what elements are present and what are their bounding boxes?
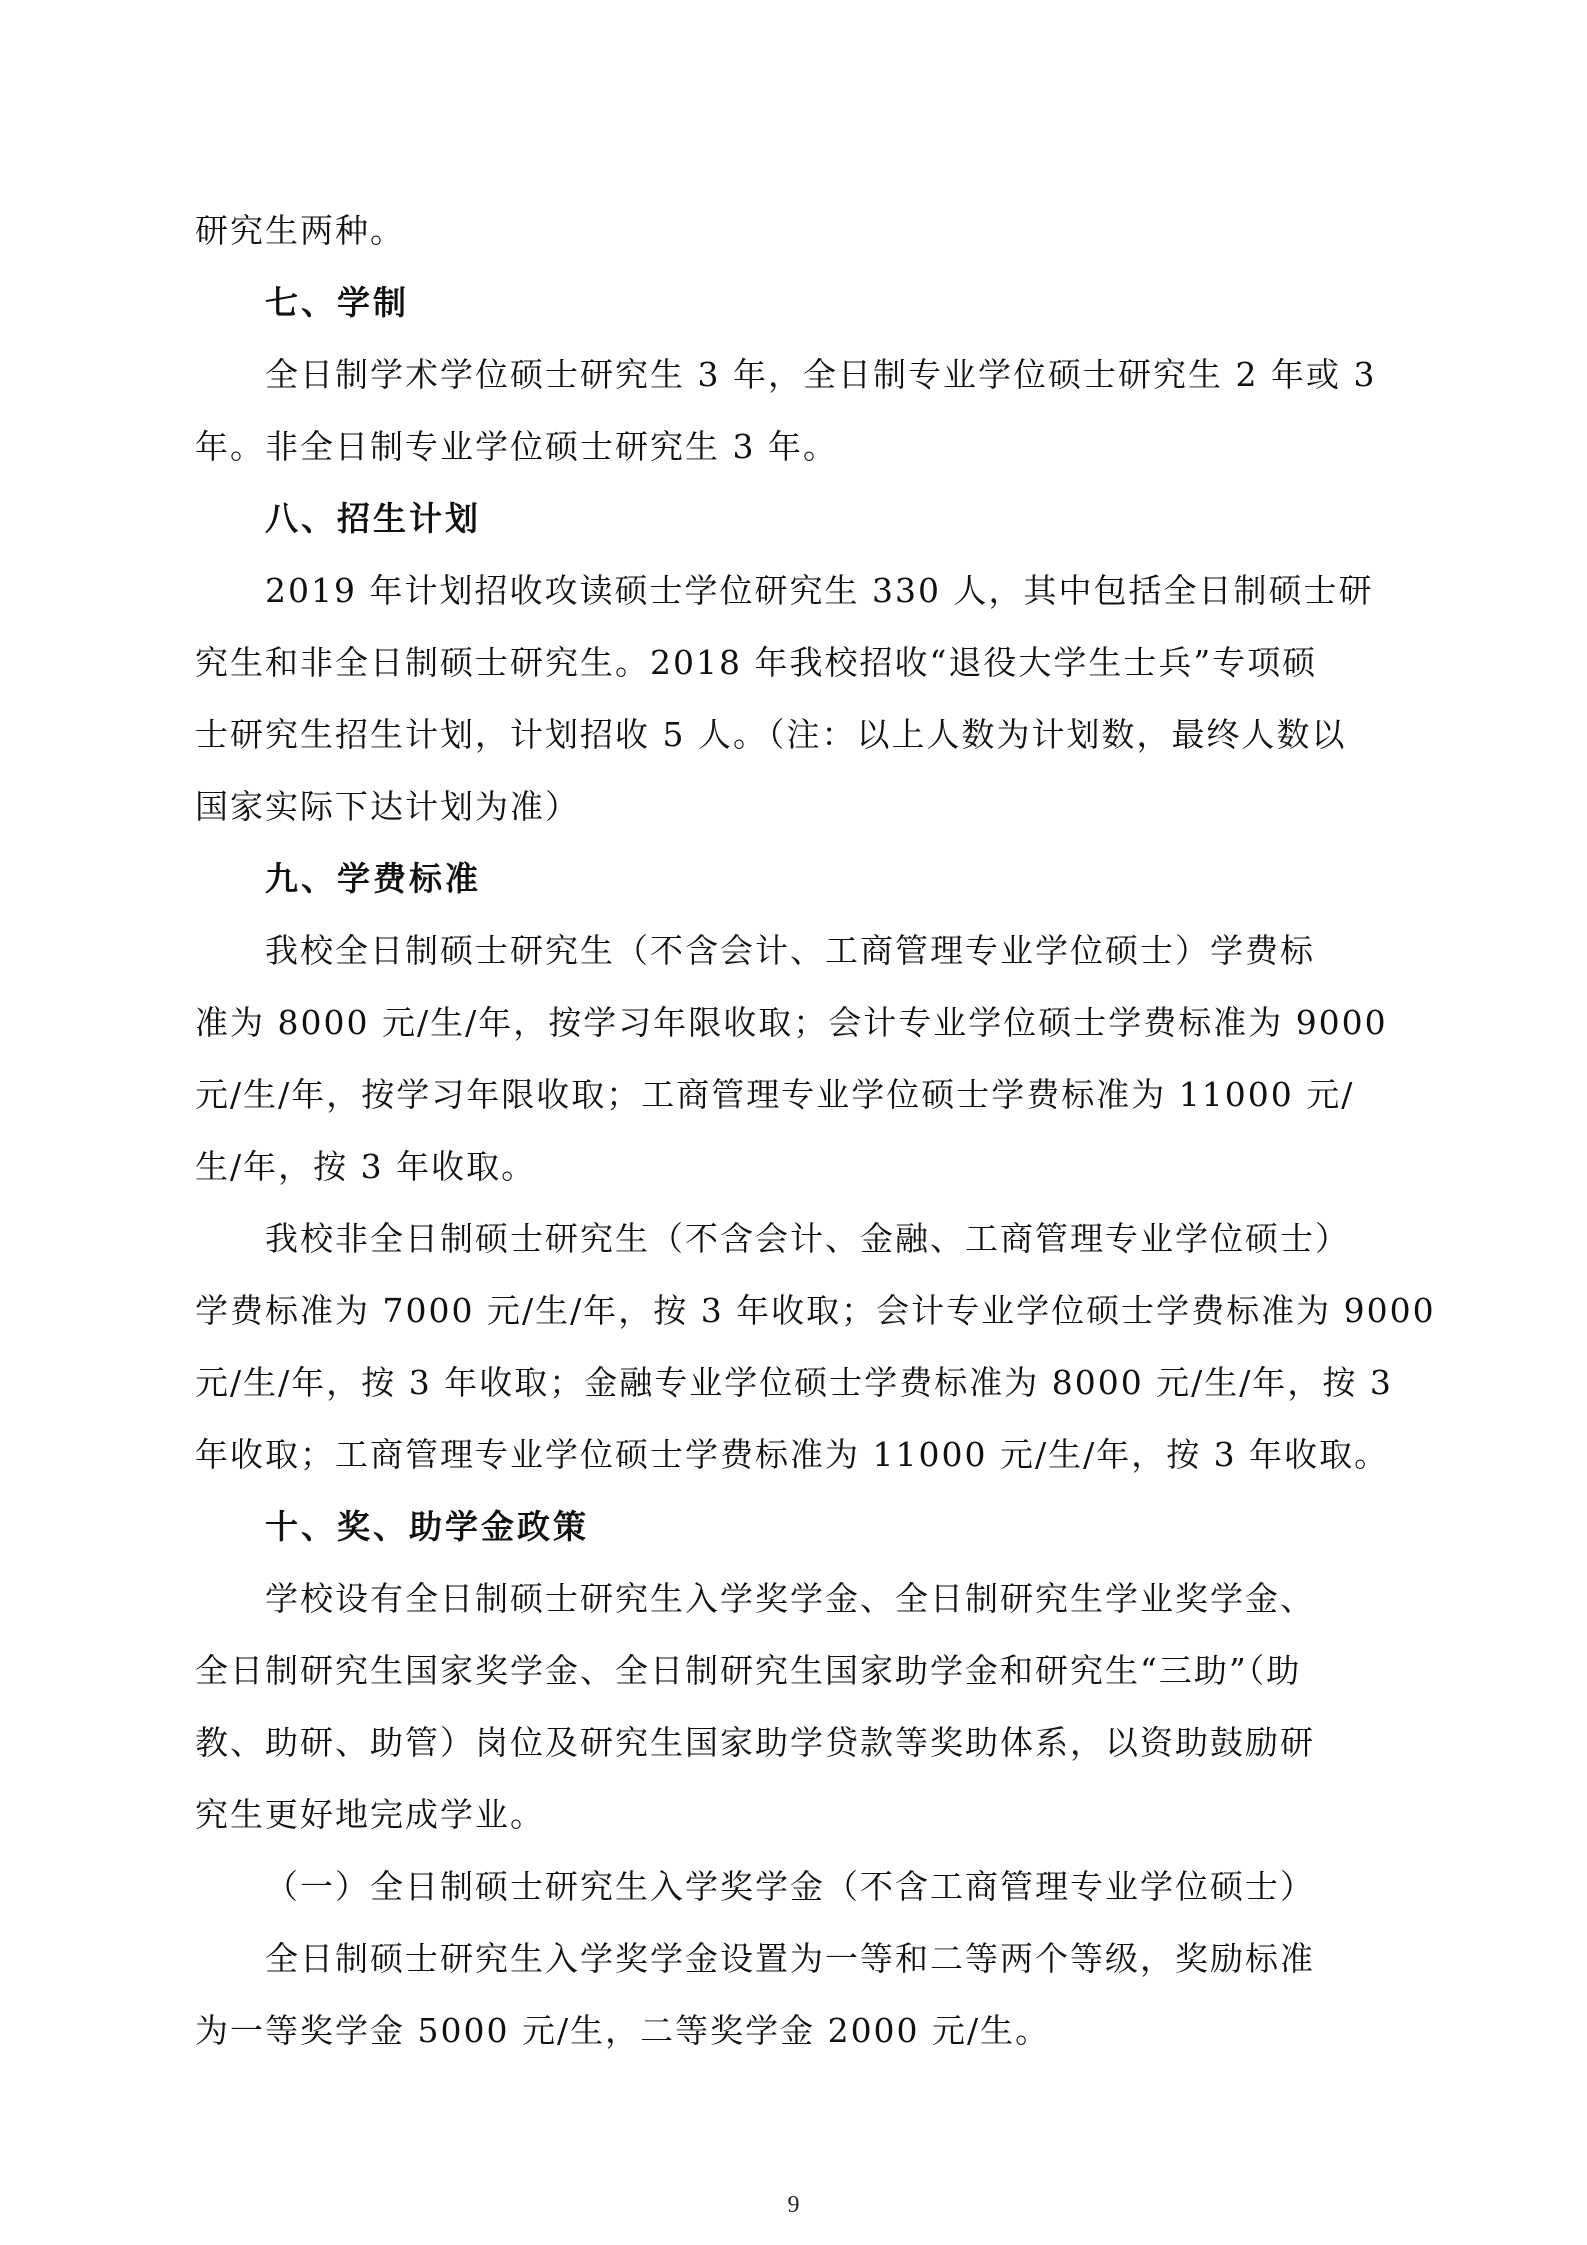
document-page <box>195 195 1436 2067</box>
paragraph-line: 年收取；工商管理专业学位硕士学费标准为 11000 元/生/年，按 3 年收取。 <box>195 1435 1390 1474</box>
paragraph-line: 国家实际下达计划为准） <box>195 787 580 826</box>
paragraph-line: 准为 8000 元/生/年，按学习年限收取；会计专业学位硕士学费标准为 9000 <box>195 1003 1388 1042</box>
page-number: 9 <box>787 2192 800 2218</box>
paragraph-line: 元/生/年，按学习年限收取；工商管理专业学位硕士学费标准为 11000 元/ <box>195 1075 1355 1114</box>
paragraph-line: 研究生两种。 <box>195 211 405 250</box>
paragraph-line: 学费标准为 7000 元/生/年，按 3 年收取；会计专业学位硕士学费标准为 9000 <box>195 1291 1436 1330</box>
paragraph-line: 全日制硕士研究生入学奖学金设置为一等和二等两个等级，奖励标准 <box>265 1939 1315 1978</box>
paragraph-line: 为一等奖学金 5000 元/生，二等奖学金 2000 元/生。 <box>195 2011 1051 2050</box>
paragraph-line: 学校设有全日制硕士研究生入学奖学金、全日制研究生学业奖学金、 <box>265 1579 1315 1618</box>
paragraph-line: 我校非全日制硕士研究生（不含会计、金融、工商管理专业学位硕士） <box>265 1219 1350 1258</box>
paragraph-line: 我校全日制硕士研究生（不含会计、工商管理专业学位硕士）学费标 <box>265 931 1315 970</box>
paragraph-line: 究生更好地完成学业。 <box>195 1795 545 1834</box>
section-heading-7: 七、学制 <box>265 283 409 322</box>
section-heading-10: 十、奖、助学金政策 <box>265 1507 589 1546</box>
paragraph-line: 全日制研究生国家奖学金、全日制研究生国家助学金和研究生“三助”（助 <box>195 1651 1302 1690</box>
paragraph-line: 2019 年计划招收攻读硕士学位研究生 330 人，其中包括全日制硕士研 <box>265 571 1374 610</box>
paragraph-line: 究生和非全日制硕士研究生。2018 年我校招收“退役大学生士兵”专项硕 <box>195 643 1318 682</box>
paragraph-line: 全日制学术学位硕士研究生 3 年，全日制专业学位硕士研究生 2 年或 3 <box>265 355 1377 394</box>
paragraph-line: 生/年，按 3 年收取。 <box>195 1147 537 1186</box>
section-heading-8: 八、招生计划 <box>265 499 481 538</box>
section-heading-9: 九、学费标准 <box>265 859 481 898</box>
paragraph-line: 元/生/年，按 3 年收取；金融专业学位硕士学费标准为 8000 元/生/年，按 3 <box>195 1363 1393 1402</box>
paragraph-line: 年。非全日制专业学位硕士研究生 3 年。 <box>195 427 838 466</box>
subsection-heading: （一）全日制硕士研究生入学奖学金（不含工商管理专业学位硕士） <box>265 1867 1315 1906</box>
paragraph-line: 士研究生招生计划，计划招收 5 人。（注：以上人数为计划数，最终人数以 <box>195 715 1347 754</box>
paragraph-line: 教、助研、助管）岗位及研究生国家助学贷款等奖助体系，以资助鼓励研 <box>195 1723 1315 1762</box>
